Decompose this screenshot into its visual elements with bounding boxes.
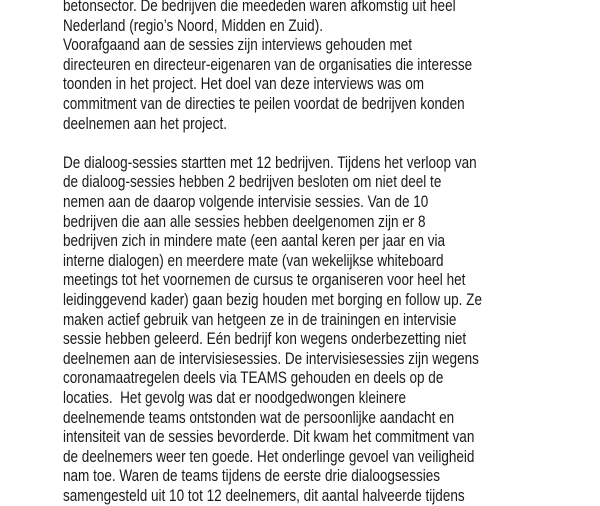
text-line: directeuren en directeur-eigenaren van de organisaties die interesse [63,55,473,74]
text-line: samengesteld uit 10 tot 12 deelnemers, dit aantal halveerde tijdens [63,487,465,505]
text-line: bedrijven zich in mindere mate (een aantal keren per jaar en via [63,232,446,251]
text-line: de dialoog-sessies hebben 2 bedrijven besloten om niet deel te [63,173,442,192]
text-line: maken actief gebruik van hetgeen ze in de trainingen en intervisie [63,310,457,329]
text-line: intensiteit van de sessies bevorderde. Dit kwam het commitment van [63,428,475,447]
text-line: commitment van de directies te peilen voordat de bedrijven konden [63,95,465,113]
text-line: nam toe. Waren de teams tijdens de eerste drie dialoogsessies [63,467,441,486]
text-line: nemen aan de daarop volgende intervisie sessies. Van de 10 [63,193,429,211]
text-line: interne dialogen) en meerdere mate (van wekelijkse whiteboard [63,251,444,270]
text-line: Voorafgaand aan de sessies zijn interviews gehouden met [63,36,412,55]
text-line: locaties. Het gevolg was dat er noodgedwongen kleinere [63,389,406,407]
text-line: De dialoog-sessies startten met 12 bedrijven. Tijdens het verloop van [63,153,477,172]
text-line: de deelnemers weer ten goede. Het onderlinge gevoel van veiligheid [63,447,475,466]
text-line: coronamaatregelen deels via TEAMS gehouden en deels op de [63,369,444,388]
text-line: deelnemen aan het project. [63,114,227,133]
text-line: Nederland (regio’s Noord, Midden en Zuid). [63,16,323,35]
text-line: bedrijven die aan alle sessies hebben deelgenomen zijn er 8 [63,212,426,231]
text-line: meetings tot het voornemen de cursus te organiseren voor heel het [63,271,466,290]
text-line: toonden in het project. Het doel van deze interviews was om [63,75,425,94]
text-line: betonsector. De bedrijven die meededen waren afkomstig uit heel [63,0,456,15]
text-line: sessie hebben geleerd. Eén bedrijf kon wegens onderbezetting niet [63,330,467,349]
text-line: deelnemende teams ontstonden wat de persoonlijke aandacht en [63,408,455,427]
text-line: leidinggevend kader) gaan bezig houden met borging en follow up. Ze [63,291,482,309]
text-line: deelnemen aan de intervisiesessies. De intervisiesessies zijn wegens [63,349,479,368]
